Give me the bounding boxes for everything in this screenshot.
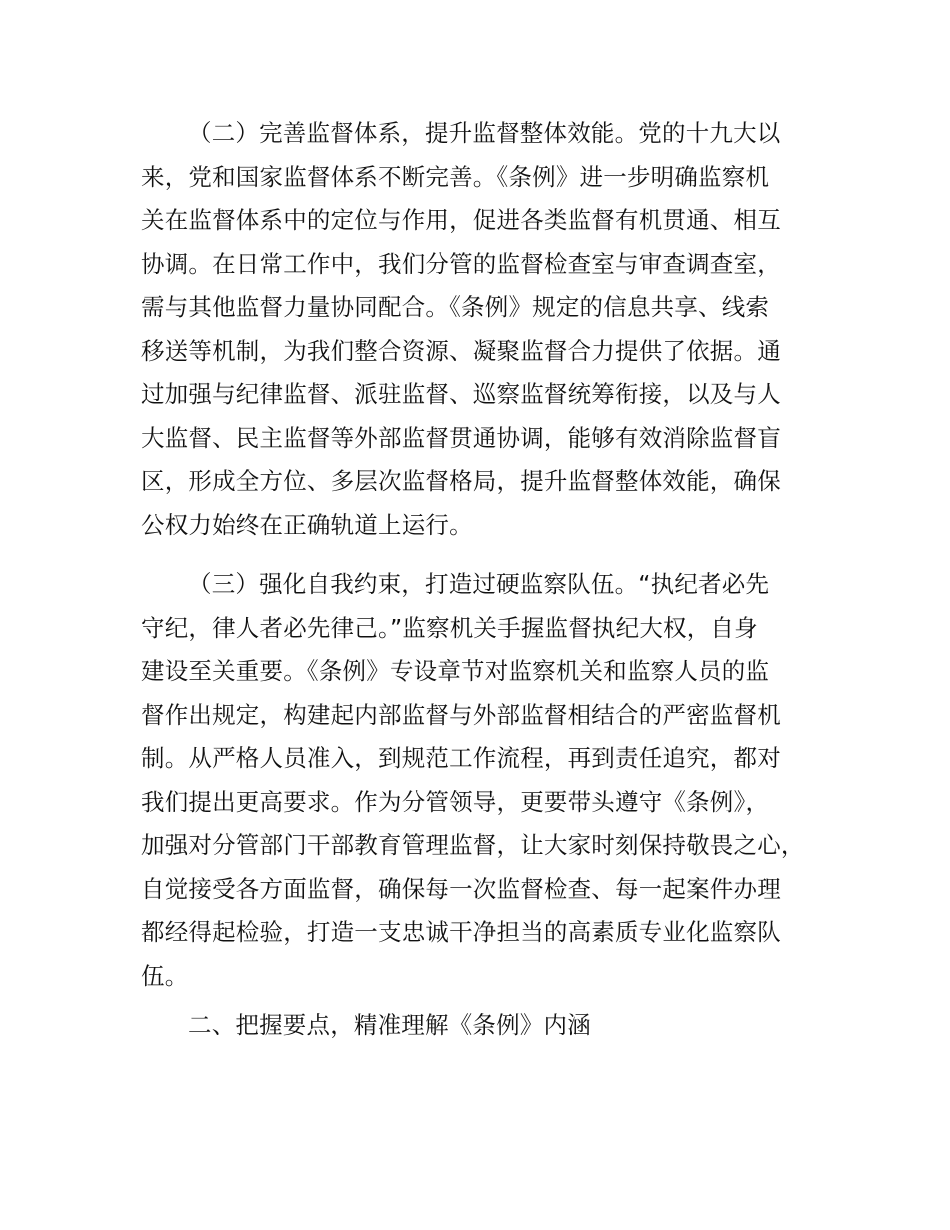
text-line: 建设至关重要。《条例》专设章节对监察机关和监察人员的监: [141, 657, 770, 685]
text-line: 我们提出更高要求。作为分管领导，更要带头遵守《条例》，: [141, 787, 770, 816]
paragraph-1: [141, 112, 781, 547]
text-line: 加强对分管部门干部教育管理监督，让大家时刻保持敬畏之心，: [141, 831, 805, 859]
text-line: 督作出规定，构建起内部监督与外部监督相结合的严密监督机: [141, 700, 781, 729]
text-line: 移送等机制，为我们整合资源、凝聚监督合力提供了依据。通: [141, 336, 781, 365]
text-line: 协调。在日常工作中，我们分管的监督检查室与审查调查室，: [141, 249, 781, 278]
section-heading: [188, 1004, 591, 1048]
paragraph-2: [141, 563, 805, 998]
text-line: 制。从严格人员准入，到规范工作流程，再到责任追究，都对: [141, 744, 781, 772]
heading-text: 二、把握要点，精准理解《条例》内涵: [188, 1011, 591, 1039]
text-line: 都经得起检验，打造一支忠诚干净担当的高素质专业化监察队: [141, 918, 781, 946]
text-line: 过加强与纪律监督、派驻监督、巡察监督统筹衔接，以及与人: [141, 380, 781, 408]
text-line: 守纪，律人者必先律己。”监察机关手握监督执纪大权，自身: [141, 613, 758, 642]
text-line: （三）强化自我约束，打造过硬监察队伍。“执纪者必先: [188, 570, 770, 598]
text-line: 区，形成全方位、多层次监督格局，提升监督整体效能，确保: [141, 467, 781, 495]
text-line: （二）完善监督体系，提升监督整体效能。党的十九大以: [188, 119, 781, 147]
text-line: 伍。: [141, 961, 189, 990]
text-line: 关在监督体系中的定位与作用，促进各类监督有机贯通、相互: [141, 206, 781, 234]
text-line: 需与其他监督力量协同配合。《条例》规定的信息共享、线索: [141, 293, 770, 321]
text-line: 自觉接受各方面监督，确保每一次监督检查、每一起案件办理: [141, 874, 781, 903]
text-line: 公权力始终在正确轨道上运行。: [141, 510, 473, 539]
text-line: 大监督、民主监督等外部监督贯通协调，能够有效消除监督盲: [141, 423, 781, 452]
text-line: 来，党和国家监督体系不断完善。《条例》进一步明确监察机: [141, 162, 770, 191]
